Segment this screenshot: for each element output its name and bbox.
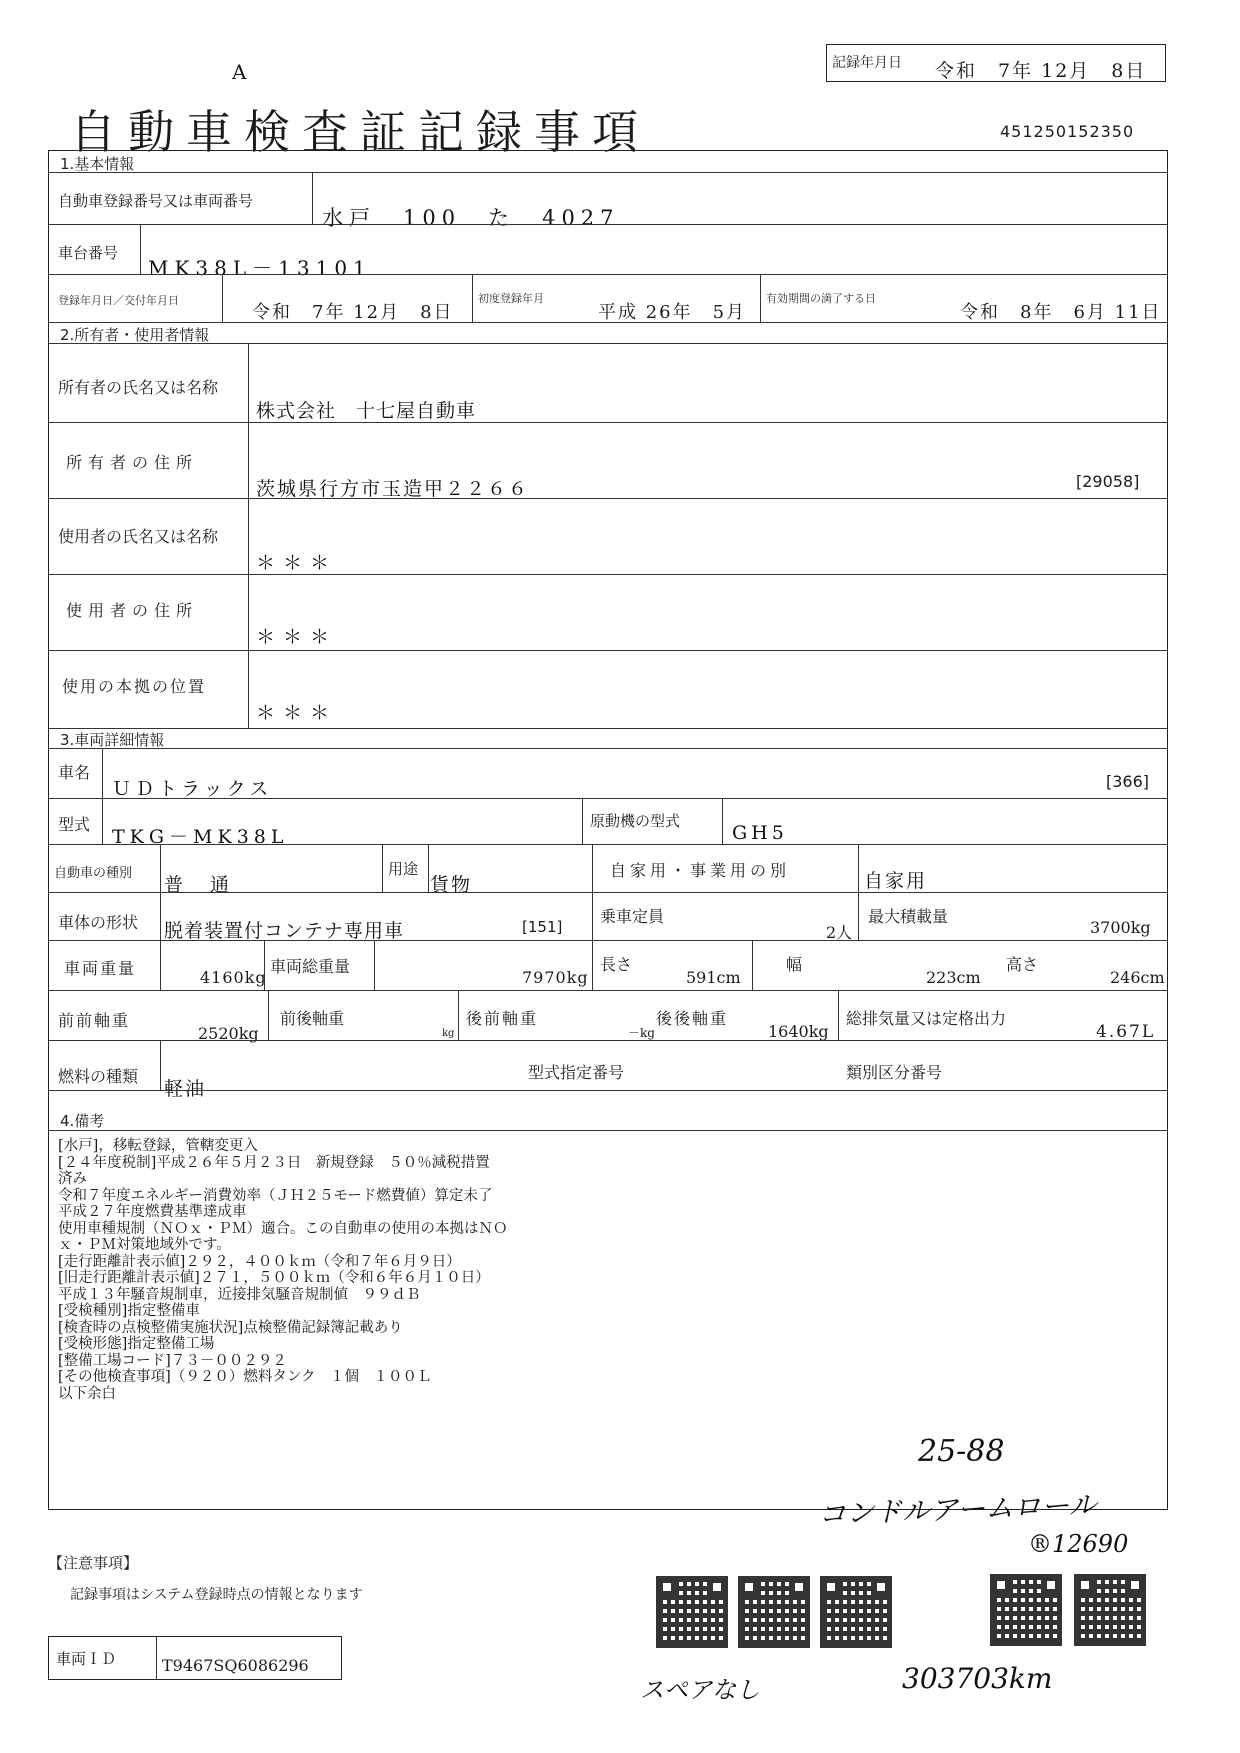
remarks-list [58, 1138, 508, 1402]
capacity-value: 2人 [826, 923, 853, 942]
make-code: [366] [1106, 772, 1150, 791]
front-rear-axle-label: 前後軸重 [280, 1009, 345, 1028]
handwritten-note-model: コンドルアームロール [817, 1488, 1098, 1531]
remarks-line: 平成１３年騒音規制車，近接排気騒音規制値 ９９ｄＢ [58, 1286, 421, 1303]
rear-front-axle-value: －kg [628, 1026, 655, 1040]
make-label: 車名 [58, 763, 91, 782]
remarks-line: [走行距離計表示値]２９２，４００ｋｍ（令和７年６月９日） [58, 1253, 461, 1270]
chassis-value: MK38L－13101 [148, 256, 372, 280]
vehicle-weight-value: 4160kg [200, 968, 267, 987]
user-name-value: ＊＊＊ [256, 552, 338, 574]
type-designation-label: 型式指定番号 [528, 1063, 625, 1082]
doc-number: 451250152350 [1000, 122, 1135, 141]
handwritten-note-spare: スペアなし [640, 1676, 760, 1704]
remarks-line: [整備工場コード]７３－００２９２ [58, 1352, 287, 1369]
displacement-value: 4.67L [1096, 1022, 1156, 1042]
remarks-line: [検査時の点検整備実施状況]点検整備記録簿記載あり [58, 1319, 403, 1336]
user-address-value: ＊＊＊ [256, 626, 338, 648]
owner-name-value: 株式会社 十七屋自動車 [256, 400, 477, 422]
base-location-value: ＊＊＊ [256, 702, 338, 724]
owner-address-value: 茨城県行方市玉造甲２２６６ [256, 478, 530, 500]
section4-heading: 4.備考 [60, 1112, 105, 1130]
section3-heading: 3.車両詳細情報 [60, 731, 165, 749]
base-location-label: 使用の本拠の位置 [62, 677, 207, 696]
expiry-label: 有効期間の満了する日 [766, 292, 876, 305]
category-number-label: 類別区分番号 [846, 1063, 943, 1082]
width-label: 幅 [786, 955, 803, 974]
copy-mark: A [232, 60, 247, 84]
reg-number-label: 自動車登録番号又は車両番号 [58, 192, 254, 210]
remarks-line: [２４年度税制]平成２６年５月２３日 新規登録 ５０％減税措置 [58, 1154, 490, 1171]
private-commercial-label: 自家用・事業用の別 [610, 861, 791, 880]
fuel-value: 軽油 [164, 1078, 207, 1100]
owner-name-label: 所有者の氏名又は名称 [58, 378, 219, 397]
remarks-line: 令和７年度エネルギー消費効率（ＪＨ２５モード燃費値）算定未了 [58, 1187, 493, 1204]
max-load-value: 3700kg [1090, 918, 1151, 937]
use-value: 貨物 [430, 874, 473, 896]
fuel-label: 燃料の種類 [58, 1067, 139, 1086]
remarks-line: 済み [58, 1171, 87, 1187]
vehicle-type-label: 自動車の種別 [54, 866, 133, 881]
remarks-line: 使用車種規制（ＮＯｘ・ＰＭ）適合。この自動車の使用の本拠はＮＯ [58, 1220, 508, 1237]
front-front-axle-value: 2520kg [198, 1024, 259, 1043]
body-shape-code: [151] [522, 918, 563, 936]
height-label: 高さ [1006, 955, 1039, 974]
gross-weight-label: 車両総重量 [270, 957, 351, 976]
height-value: 246cm [1110, 968, 1165, 987]
rear-front-axle-label: 後前軸重 [466, 1009, 539, 1028]
user-name-label: 使用者の氏名又は名称 [58, 527, 219, 546]
qr-code-icon [656, 1576, 728, 1648]
section1-heading: 1.基本情報 [60, 155, 135, 173]
displacement-label: 総排気量又は定格出力 [846, 1009, 1007, 1028]
front-front-axle-label: 前前軸重 [58, 1011, 131, 1030]
qr-code-icon [820, 1576, 892, 1648]
vehicle-weight-label: 車両重量 [64, 959, 137, 978]
rear-rear-axle-label: 後後軸重 [656, 1009, 729, 1028]
handwritten-note-mileage: 303703km [902, 1662, 1053, 1695]
remarks-line: [受検種別]指定整備車 [58, 1303, 200, 1319]
body-shape-label: 車体の形状 [58, 913, 139, 932]
expiry-value: 令和 8年 6月 11日 [960, 302, 1162, 323]
remarks-line: ｘ・ＰＭ対策地域外です。 [58, 1237, 231, 1253]
chassis-label: 車台番号 [58, 244, 119, 262]
rear-rear-axle-value: 1640kg [768, 1022, 829, 1041]
remarks-line: [その他検査事項]（９２０）燃料タンク １個 １００Ｌ [58, 1369, 432, 1385]
capacity-label: 乗車定員 [600, 907, 665, 926]
qr-code-icon [990, 1574, 1062, 1646]
engine-label: 原動機の型式 [590, 812, 681, 830]
body-shape-value: 脱着装置付コンテナ専用車 [164, 920, 405, 942]
width-value: 223cm [926, 968, 981, 987]
length-label: 長さ [600, 955, 633, 974]
private-commercial-value: 自家用 [864, 870, 928, 892]
front-rear-axle-value: kg [442, 1028, 455, 1039]
remarks-line: 以下余白 [58, 1385, 116, 1402]
issue-date-value: 令和 7年 12月 8日 [252, 302, 454, 323]
vehicle-type-value: 普 通 [164, 874, 234, 896]
vehicle-id-label: 車両ＩＤ [56, 1650, 117, 1668]
handwritten-note-code: ®12690 [1028, 1530, 1129, 1558]
owner-address-code: [29058] [1076, 472, 1140, 491]
first-reg-label: 初度登録年月 [478, 292, 544, 305]
owner-address-label: 所有者の住所 [66, 453, 199, 472]
handwritten-note-number: 25-88 [918, 1434, 1005, 1469]
user-address-label: 使用者の住所 [66, 601, 199, 620]
remarks-line: [水戸]，移転登録，管轄変更入 [58, 1138, 258, 1154]
qr-code-icon [1074, 1574, 1146, 1646]
record-date-label: 記録年月日 [832, 55, 902, 71]
max-load-label: 最大積載量 [868, 907, 949, 926]
record-date-value: 令和 7年 12月 8日 [935, 60, 1147, 82]
model-value: TKG－MK38L [112, 826, 289, 848]
make-value: ＵＤトラックス [112, 778, 273, 800]
reg-number-value: 水戸 100 た 4027 [322, 206, 620, 230]
notice-heading: 【注意事項】 [48, 1554, 139, 1572]
first-reg-value: 平成 26年 5月 [598, 302, 747, 323]
section2-heading: 2.所有者・使用者情報 [60, 326, 210, 344]
use-label: 用途 [388, 860, 419, 878]
remarks-line: 平成２７年度燃費基準達成車 [58, 1204, 247, 1220]
vehicle-id-value: T9467SQ6086296 [162, 1656, 309, 1675]
page-title: 自動車検査証記録事項 [70, 105, 650, 159]
qr-code-icon [738, 1576, 810, 1648]
model-label: 型式 [58, 815, 91, 834]
remarks-line: [受検形態]指定整備工場 [58, 1336, 215, 1352]
engine-value: GH5 [732, 822, 788, 844]
gross-weight-value: 7970kg [522, 968, 589, 987]
remarks-line: [旧走行距離計表示値]２７１，５００ｋｍ（令和６年６月１０日） [58, 1270, 490, 1286]
length-value: 591cm [686, 968, 741, 987]
notice-text: 記録事項はシステム登録時点の情報となります [70, 1587, 363, 1603]
issue-date-label: 登録年月日／交付年月日 [58, 294, 179, 307]
